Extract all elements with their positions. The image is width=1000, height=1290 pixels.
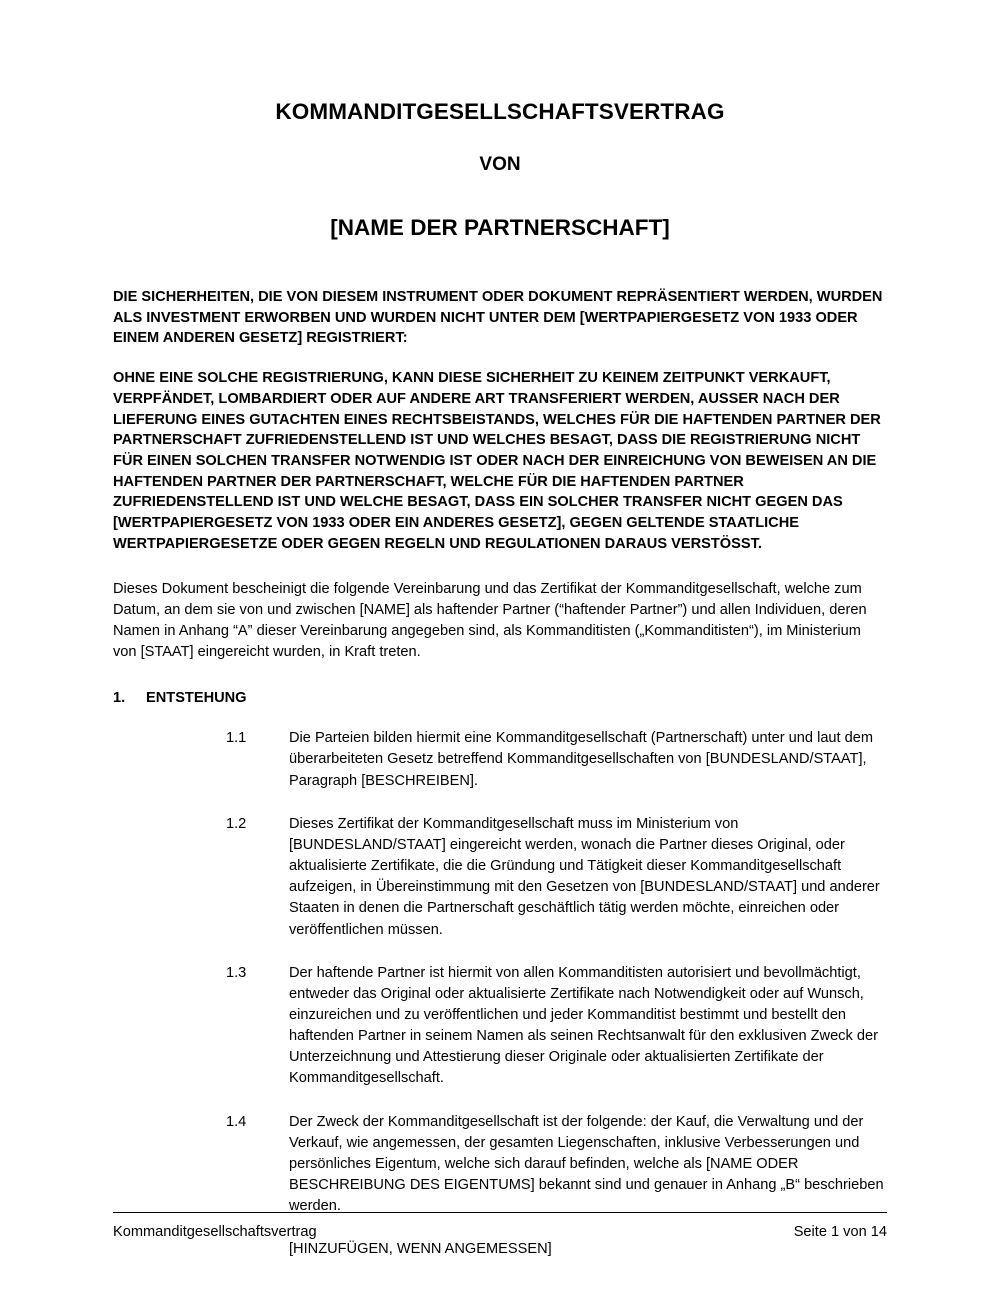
footer-page-number: Seite 1 von 14 — [793, 1224, 887, 1240]
legend-paragraph-2: OHNE EINE SOLCHE REGISTRIERUNG, KANN DIESE SICHERHEIT ZU KEINEM ZEITPUNKT VERKAUFT, VERPFÄNDET, LOMBARDIERT ODER AUF ANDERE ART TRANSFERIERT WERDEN, AUSSER NACH DER LIEFERUNG EINES GUTACHTEN EINES RECHTSBEISTANDS, WELCHES FÜR DIE HAFTENDEN PARTNER DER PARTNERSCHAFT ZUFRIEDENSTELLEND IST UND WELCHES BESAGT, DASS DIE REGISTRIERUNG NICHT FÜR EINEN SOLCHEN TRANSFER NOTWENDIG IST ODER NACH DER EINREICHUNG VON BEWEISEN AN DIE HAFTENDEN PARTNER DER PARTNERSCHAFT, WELCHE FÜR DIE HAFTENDEN PARTNER ZUFRIEDENSTELLEND IST UND WELCHE BESAGT, DASS EIN SOLCHER TRANSFER NICHT GEGEN DAS [WERTPAPIERGESETZ VON 1933 ODER EIN ANDERES GESETZ], GEGEN GELTENDE STAATLICHE WERTPAPIERGESETZE ODER GEGEN REGELN UND REGULATIONEN DARAUS VERSTÖSST. — [113, 370, 881, 552]
clause-1-3 — [226, 963, 887, 1090]
insert-note: [HINZUFÜGEN, WENN ANGEMESSEN] — [289, 1241, 552, 1258]
clause-text: Die Parteien bilden hiermit eine Kommanditgesellschaft (Partnerschaft) unter und laut dem überarbeiteten Gesetz betreffend Kommanditgesellschaften von [BUNDESLAND/STAAT], Paragraph [BESCHREIBEN]. — [289, 730, 874, 789]
footer-document-name: Kommanditgesellschaftsvertrag — [113, 1224, 317, 1240]
section-title: ENTSTEHUNG — [146, 690, 247, 707]
clause-number: 1.4 — [226, 1113, 247, 1130]
legend-paragraph-1: DIE SICHERHEITEN, DIE VON DIESEM INSTRUMENT ODER DOKUMENT REPRÄSENTIERT WERDEN, WURDEN ALS INVESTMENT ERWORBEN UND WURDEN NICHT UNTER DEM [WERTPAPIERGESETZ VON 1933 ODER EINEM ANDEREN GESETZ] REGISTRIERT: — [113, 289, 883, 347]
title-von: VON — [479, 153, 521, 175]
page-footer — [113, 1212, 887, 1240]
footer-row — [113, 1224, 887, 1240]
footer-divider — [113, 1212, 887, 1213]
clause-text: Der haftende Partner ist hiermit von allen Kommanditisten autorisiert und bevollmächtigt, entweder das Original oder aktualisierte Zertifikate nach Notwendigkeit oder auf Wunsch, einzureichen und zu veröffentlichen und jeder Kommanditist bestimmt und bestellt den haftenden Partner in seinem Namen als seinen Rechtsanwalt für den exklusiven Zweck der Unterzeichnung und Attestierung dieser Originale oder aktualisierten Zertifikate der Kommanditgesellschaft. — [289, 964, 878, 1087]
clause-text: Dieses Zertifikat der Kommanditgesellschaft muss im Ministerium von [BUNDESLAND/STAAT] eingereicht werden, wonach die Partner dieses Original, oder aktualisierte Zertifikate, die die Gründung und Tätigkeit dieser Kommanditgesellschaft aufzeigen, in Übereinstimmung mit den Gesetzen von [BUNDESLAND/STAAT] und anderer Staaten in denen die Partnerschaft geschäftlich tätig werden möchte, einreichen oder veröffentlichen müssen. — [289, 815, 880, 938]
section-heading-1 — [113, 690, 887, 706]
title-partnership-name: [NAME DER PARTNERSCHAFT] — [330, 215, 670, 241]
clause-text: Der Zweck der Kommanditgesellschaft ist der folgende: der Kauf, die Verwaltung und der Verkauf, wie angemessen, der gesamten Liegenschaften, inklusive Verbesserungen und persönliches Eigentum, welche sich darauf befinden, welche als [NAME ODER BESCHREIBUNG DES EIGENTUMS] bekannt sind und genauer in Anhang „B“ beschrieben werden. — [289, 1113, 884, 1215]
clause-number: 1.1 — [226, 730, 247, 747]
page-title: KOMMANDITGESELLSCHAFTSVERTRAG — [275, 99, 725, 124]
clause-number: 1.3 — [226, 964, 247, 981]
clause-1-2 — [226, 814, 887, 941]
intro-paragraph: Dieses Dokument bescheinigt die folgende Vereinbarung und das Zertifikat der Kommanditgesellschaft, welche zum Datum, an dem sie von und zwischen [NAME] als haftender Partner (“haftender Partner”) und allen Individuen, deren Namen in Anhang “A” dieser Vereinbarung angegeben sind, als Kommanditisten („Kommanditisten“), im Ministerium von [STAAT] eingereicht wurden, in Kraft treten. — [113, 580, 867, 661]
clause-number: 1.2 — [226, 815, 247, 832]
section-number: 1. — [113, 690, 126, 707]
clause-1-1 — [226, 728, 887, 791]
clause-1-4 — [226, 1112, 887, 1218]
